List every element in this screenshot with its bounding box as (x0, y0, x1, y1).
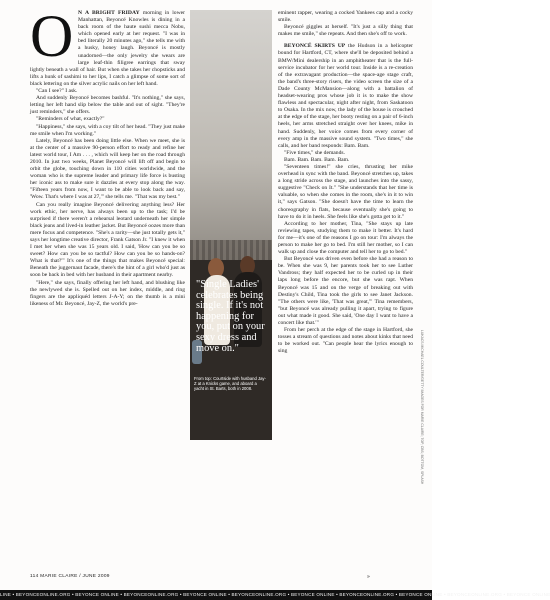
body-paragraph: "Can I see?" I ask. (36, 88, 78, 95)
photo-caption: From top: Courtside with husband Jay-Z at a Knicks game, and aboard a yacht in St. Barts, both in 2008. (194, 376, 266, 391)
section-paragraph (278, 43, 413, 149)
body-paragraph: "Five times," she demands. (284, 149, 345, 156)
pull-quote: "Single Ladies' celebrates being single. If it's not happening for you, put on your sexy dress and move on." (196, 279, 265, 354)
lead-caps: N A BRIGHT FRIDAY (78, 10, 140, 16)
body-paragraph: the Hudson in a helicopter bound for Hartford, CT, where she'll be deposited behind a BMW/Mini dealership in an amphitheater that is the full-service incubator for her world tour. Inside is a re-creation of the extravagant production—the space-age stage craft, the band's three-story risers, the video screen the size of a Dade County McMansion—along with a battalion of headset-wearing pros whose job it is to make the show flawless and spectacular, night after night, from Saskatoon to Osaka. In the mix now, the lady of the house is crouched at the edge of the stage, her booty resting on a pair of 6-inch heels, her arms stretched straight over her knees, mike in hand. Suddenly, her voice comes from every corner of every amp in the massive sound system. "Two times," she calls, and her band responds: Bam. Bam. (278, 43, 413, 149)
body-paragraph: "Happiness," she says, with a coy tilt of her head. "They just make me smile when I'm working." (30, 123, 185, 137)
body-paragraph: According to her mother, Tina, "She stays up late reviewing tapes, studying them to make it better. It's hard for me—it's one of the reasons I go on tour: I'm always the person to make her go to bed. I'm still her mother, so I can walk up and close the computer and tell her to go to bed." (278, 220, 413, 256)
body-paragraph: morning in lower Manhattan, Beyoncé Knowles is dining in a back room of the haute sushi mecca Nobu, which opened early at her request. "I was in bed literally 20 minutes ago," she tells me with a husky, honey laugh. Beyoncé is mostly unadorned—the only jewelry she wears are large leaf-thin filigree earrings that sway lightly beneath a wall of hair. But when she takes her chopsticks and lifts a hunk of sashimi to her lips, I catch a glimpse of some sort of black lettering on the silver acrylic nails on her left hand. (30, 10, 185, 87)
opening-paragraph (30, 3, 185, 88)
body-paragraph: Bam. Bam. Bam. Bam. Bam. (284, 156, 350, 163)
body-paragraph: And suddenly Beyoncé becomes bashful. "It's nothing," she says, letting her left hand slip below the table and out of sight. "They're just reminders," she offers. (30, 95, 185, 116)
body-paragraph: From her perch at the edge of the stage in Hartford, she tosses a stream of questions and notes about kinks that need to be worked out. "Can people hear the lyrics enough to sing (278, 327, 413, 355)
continue-arrow-icon: » (367, 574, 370, 580)
body-paragraph: "Here," she says, finally offering her left hand, and blushing like the newlywed she is. Spelled out on her index, middle, and ring fingers are the appliquéd letters J-A-Y; on the thumb is a mini likeness of Mr. Beyoncé, Jay-Z, the world's pre- (30, 279, 185, 307)
body-paragraph: Lately, Beyoncé has been doing little else. When we meet, she is at the center of a massive 90-person effort to ready and refine her latest world tour, I Am . . . , which will keep her on the road through 2010. In just two weeks, Planet Beyoncé will lift off and begin to orbit the globe, touching down in 110 cities worldwide, and the woman who is the supreme leader and primary life force is busting her iconic ass to make sure it dazzles at every stop along the way. "Fifteen years from now, I want to be able to look back and say, 'Wow. That's where I was at 27,'" she tells me. "That was my best." (30, 137, 185, 201)
photo-credit-text: LUKACS MICHAEL COULTER/GETTY IMAGES FOR MARIE CLAIRE; TOP, CBS; BOTTOM, SPLASH (420, 330, 424, 485)
body-paragraph: Beyoncé giggles at herself. "It's just a silly thing that makes me smile," she repeats. And then she's off to work. (278, 24, 413, 38)
body-paragraph: But Beyoncé was driven even before she had a reason to be. When she was 9, her parents took her to see Luther Vandross; they half expected her to be curled up in their laps long before the encore, but she was rapt. When Beyoncé was 15 and on the verge of breaking out with Destiny's Child, Tina took the girls to see Janet Jackson. "The others were like, 'That was great,'" Tina remembers, "but Beyoncé was already pulling it apart, trying to figure out what made it good. She said, 'One day I want to have a concert like that.'" (278, 256, 413, 327)
photo-credit (418, 330, 424, 485)
drop-cap: O (30, 3, 74, 69)
body-paragraph: Can you really imagine Beyoncé delivering anything less? Her work ethic, her nerve, has always been up to the task; I'd be surprised if there weren't a rehearsal leotard underneath her simple black jeans and lived-in leather jacket. But Beyoncé oozes more than mere focus and competence. "She's a rarity—she just totally gets it," says her longtime creative director, Frank Gatson Jr. "I knew it when I met her when she was 15 years old. I said, 'How can you be so sweet? How can you be so tactful? How can you be so hands-on? What is that?'" It's one of the things that makes Beyoncé special: Beneath the juggernaut facade, there's the hint of a girl who'd just as soon be back in bed with her husband in their apartment nearby. (30, 201, 185, 279)
article-column-left (30, 3, 185, 308)
section-caps: BEYONCÉ SKIRTS UP (284, 43, 346, 50)
article-column-right (278, 10, 413, 356)
body-paragraph: eminent rapper, wearing a cocked Yankees cap and a cocky smile. (278, 10, 413, 24)
body-paragraph: "Reminders of what, exactly?" (36, 116, 105, 123)
page-folio: 114 MARIE CLAIRE / JUNE 2009 (30, 574, 110, 579)
watermark-strip: LINE • BEYONCEONLINE.ORG • BEYONCE ONLINE • BEYONCEONLINE.ORG • BEYONCE ONLINE • BEYONCEONLINE.ORG • BEYONCE ONLINE • BEYONCEONLINE.ORG • BEYONCE ONLINE • BEYONCEONLINE.ORG • BEYONCE ONLINE (0, 590, 432, 600)
body-paragraph: "Seventeen times!" she cries, thrusting her mike overhead in sync with the band. Beyoncé stretches up, takes a long stride across the stage, and launches into the sassy, suggestive "Check on It." "She understands that her time is valuable, so when she comes in the room, she's in it to win it," says Gatson. "She doesn't have the time to learn the choreography in flats, because eventually she's going to have to do it in heels. She feels like she's gotta get to it." (278, 163, 413, 220)
